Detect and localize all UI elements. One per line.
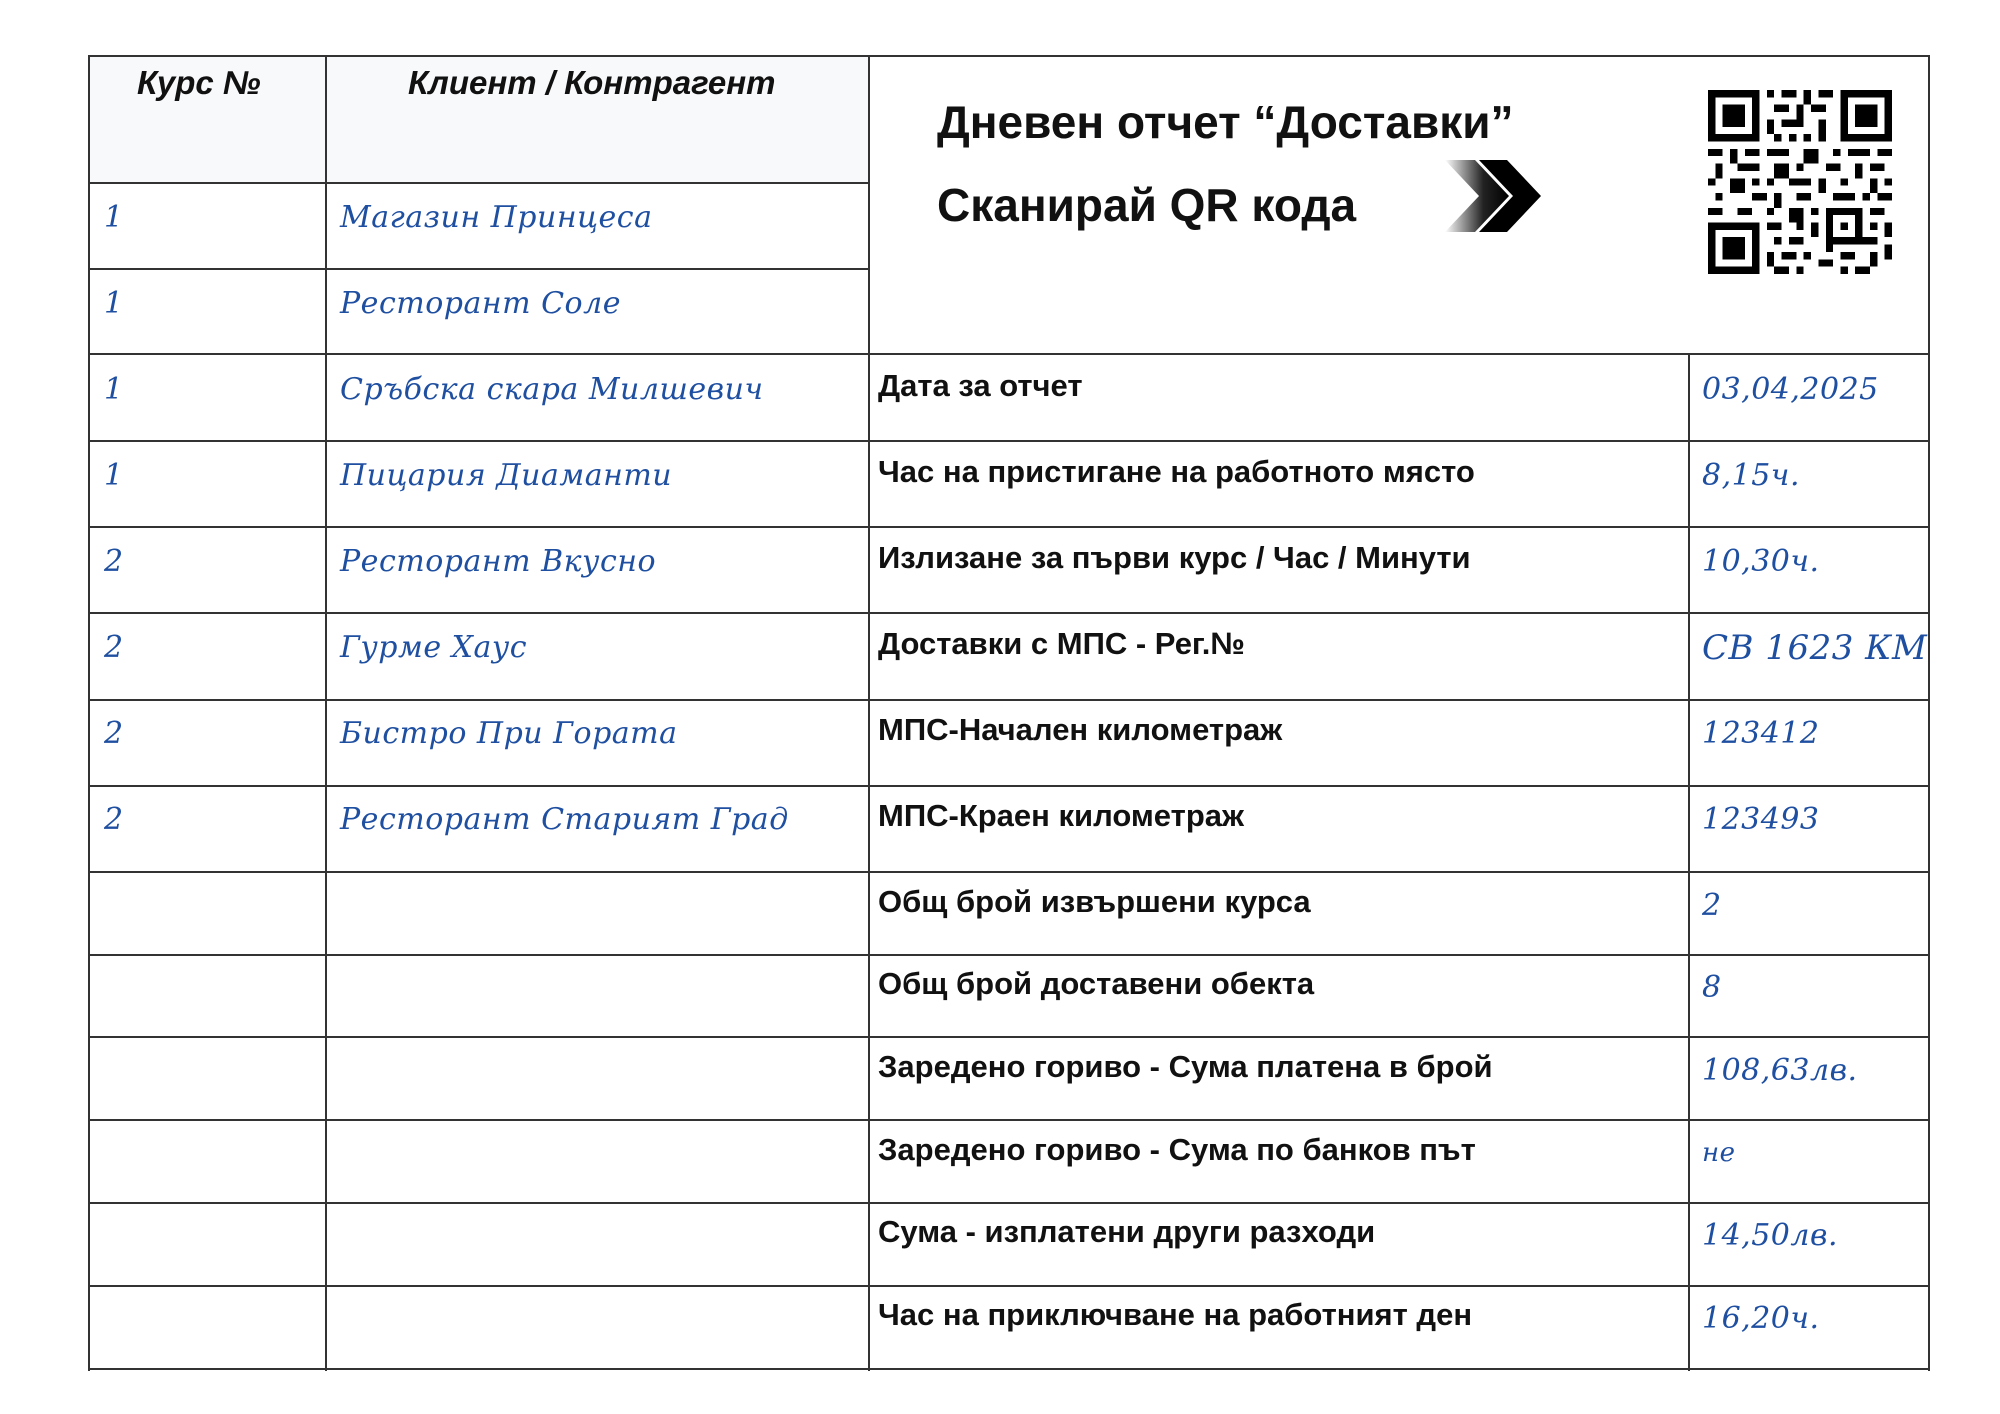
course-number: 2 [104,544,124,579]
client-name: Магазин Принцеса [340,200,653,235]
report-label-arrival: Час на пристигане на работното място [878,454,1475,489]
client-name: Бистро При Гората [340,716,678,751]
course-number: 2 [104,716,124,751]
client-name: Сръбска скара Милшевич [340,372,764,407]
column-header-course: Курс № [137,64,261,101]
double-chevron-right-icon [1445,160,1545,232]
report-label-vehicle-reg: Доставки с МПС - Рег.№ [878,626,1245,661]
client-name: Гурме Хаус [340,630,528,665]
report-label-end-km: МПС-Краен километраж [878,798,1244,833]
report-label-courses-total: Общ брой извършени курса [878,884,1311,919]
course-number: 2 [104,630,124,665]
course-number: 1 [104,286,124,321]
report-label-start-km: МПС-Начален километраж [878,712,1283,747]
report-value-end-of-day: 16,20ч. [1702,1301,1820,1336]
report-value-vehicle-reg: СВ 1623 КМ [1702,628,1928,668]
report-value-fuel-bank: не [1702,1138,1736,1168]
client-name: Ресторант Старият Град [340,802,789,837]
report-value-end-km: 123493 [1702,802,1820,837]
report-value-objects-total: 8 [1702,970,1722,1005]
client-name: Ресторант Вкусно [340,544,657,579]
qr-code-icon[interactable] [1708,90,1892,274]
course-number: 1 [104,200,124,235]
report-label-first-course: Излизане за първи курс / Час / Минути [878,540,1471,575]
report-value-fuel-cash: 108,63лв. [1702,1053,1858,1088]
report-value-date: 03,04,2025 [1702,372,1879,407]
column-header-client: Клиент / Контрагент [408,64,776,101]
report-label-date: Дата за отчет [878,368,1083,403]
report-value-start-km: 123412 [1702,716,1820,751]
client-name: Пицария Диаманти [340,458,673,493]
course-number: 2 [104,802,124,837]
report-label-fuel-cash: Заредено гориво - Сума платена в брой [878,1049,1493,1084]
qr-instruction: Сканирай QR кода [937,179,1357,231]
report-label-other-expenses: Сума - изплатени други разходи [878,1214,1376,1249]
client-name: Ресторант Соле [340,286,621,321]
report-value-courses-total: 2 [1702,888,1722,923]
report-label-end-of-day: Час на приключване на работният ден [878,1297,1473,1332]
report-label-fuel-bank: Заредено гориво - Сума по банков път [878,1132,1476,1167]
report-value-first-course: 10,30ч. [1702,544,1820,579]
report-value-arrival: 8,15ч. [1702,458,1800,493]
course-number: 1 [104,458,124,493]
course-number: 1 [104,372,124,407]
report-label-objects-total: Общ брой доставени обекта [878,966,1315,1001]
report-value-other-expenses: 14,50лв. [1702,1218,1838,1253]
report-title: Дневен отчет “Доставки” [937,96,1514,148]
